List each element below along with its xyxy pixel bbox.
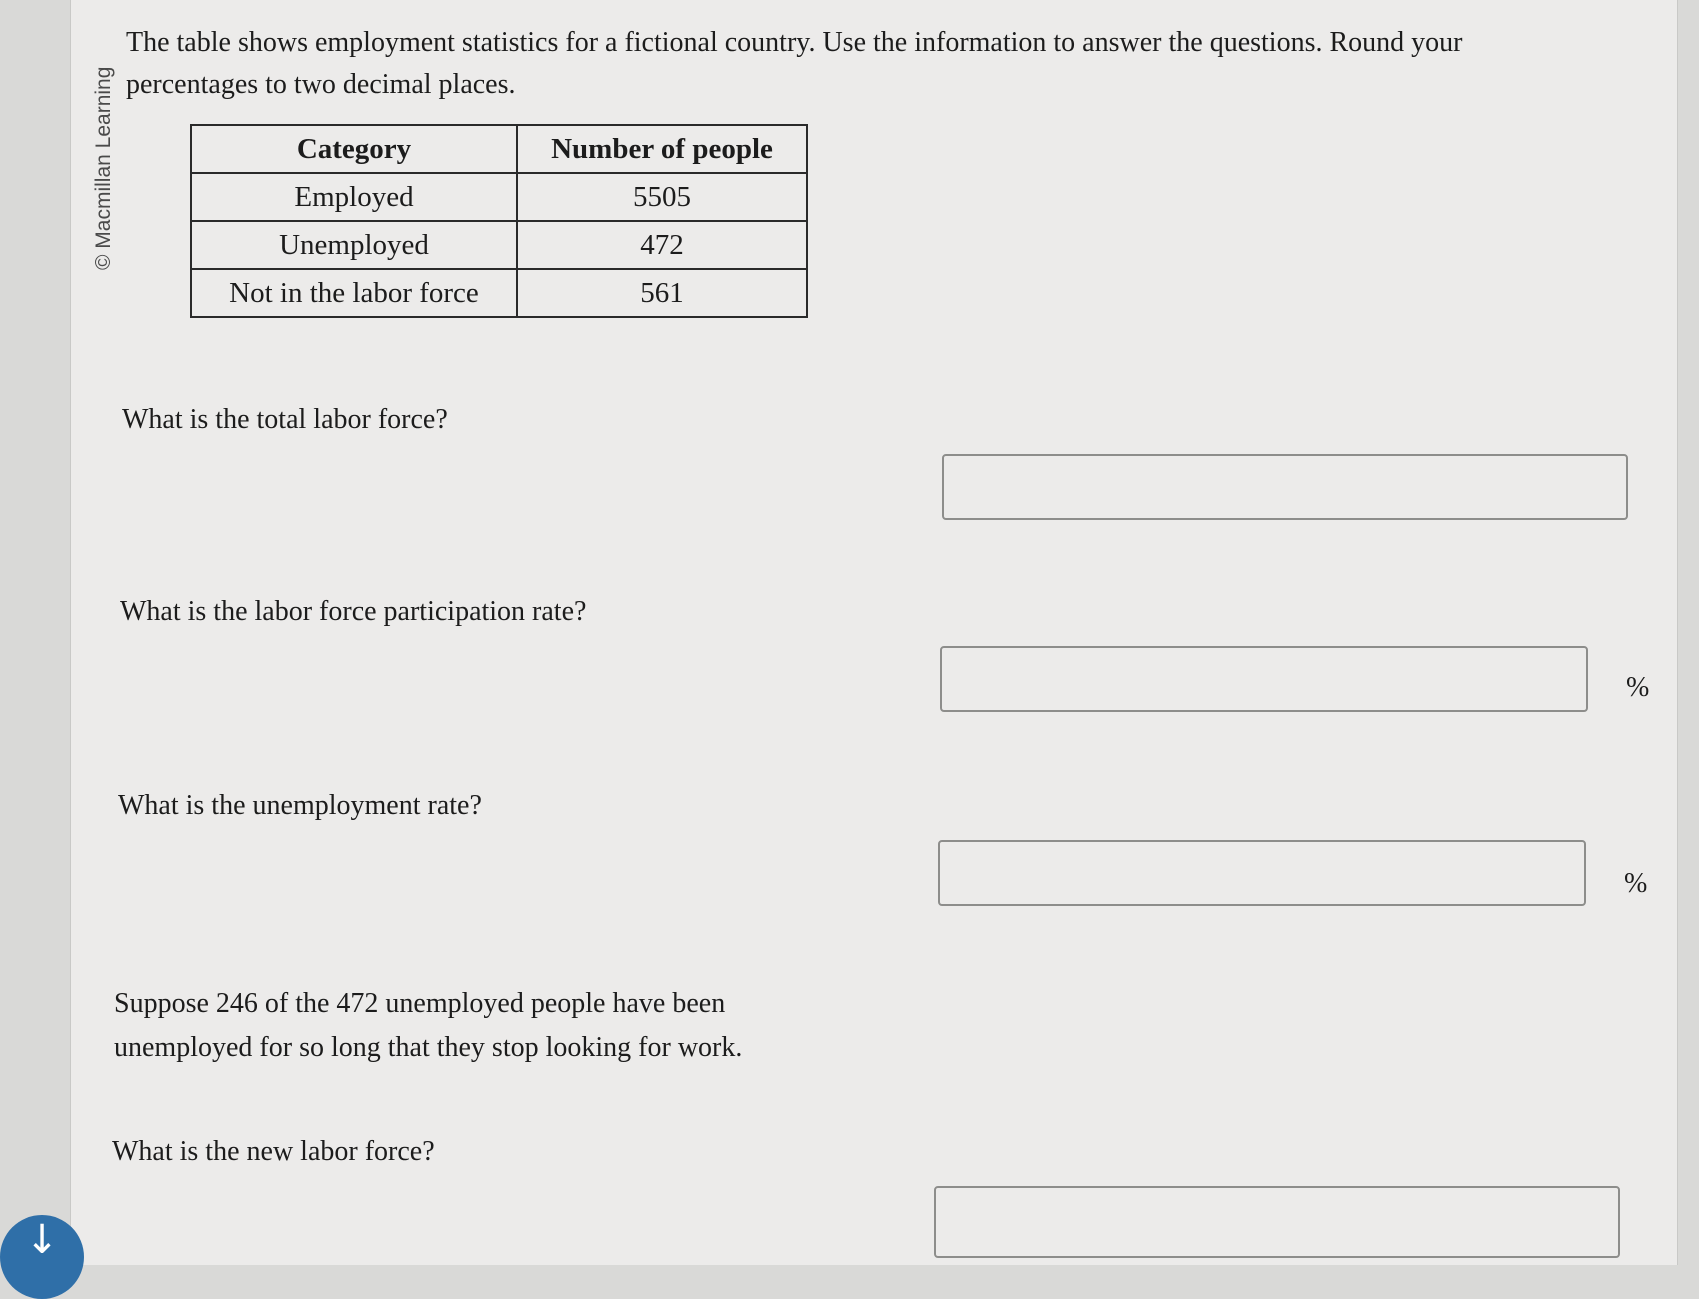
unemployment-rate-percent-label: % — [1624, 868, 1648, 899]
table-cell-category: Unemployed — [191, 221, 517, 269]
arrow-down-icon: ↓ — [25, 1217, 59, 1263]
scroll-down-button[interactable] — [0, 1215, 84, 1299]
table-row — [191, 221, 807, 269]
question-total-labor-force: What is the total labor force? — [122, 404, 448, 435]
participation-rate-percent-label: % — [1626, 672, 1650, 703]
participation-rate-input[interactable] — [940, 646, 1588, 712]
table-header-category: Category — [191, 125, 517, 173]
table-row — [191, 269, 807, 317]
table-row — [191, 173, 807, 221]
copyright-watermark: © Macmillan Learning — [92, 66, 115, 270]
table-header-row — [191, 125, 807, 173]
question-intro: The table shows employment statistics for a fictional country. Use the information to answer the questions. Round your percentages to two decimal places. — [126, 27, 1463, 100]
scenario-text: Suppose 246 of the 472 unemployed people have been unemployed for so long that they stop looking for work. — [114, 988, 743, 1063]
table-cell-number: 472 — [517, 221, 807, 269]
question-new-labor-force: What is the new labor force? — [112, 1136, 435, 1167]
table-cell-number: 5505 — [517, 173, 807, 221]
table-header-number: Number of people — [517, 125, 807, 173]
question-participation-rate: What is the labor force participation rate? — [120, 596, 587, 627]
unemployment-rate-input[interactable] — [938, 840, 1586, 906]
new-labor-force-input[interactable] — [934, 1186, 1620, 1258]
total-labor-force-input[interactable] — [942, 454, 1628, 520]
table-cell-category: Not in the labor force — [191, 269, 517, 317]
table-cell-number: 561 — [517, 269, 807, 317]
question-unemployment-rate: What is the unemployment rate? — [118, 790, 482, 821]
employment-table — [190, 124, 808, 318]
table-cell-category: Employed — [191, 173, 517, 221]
